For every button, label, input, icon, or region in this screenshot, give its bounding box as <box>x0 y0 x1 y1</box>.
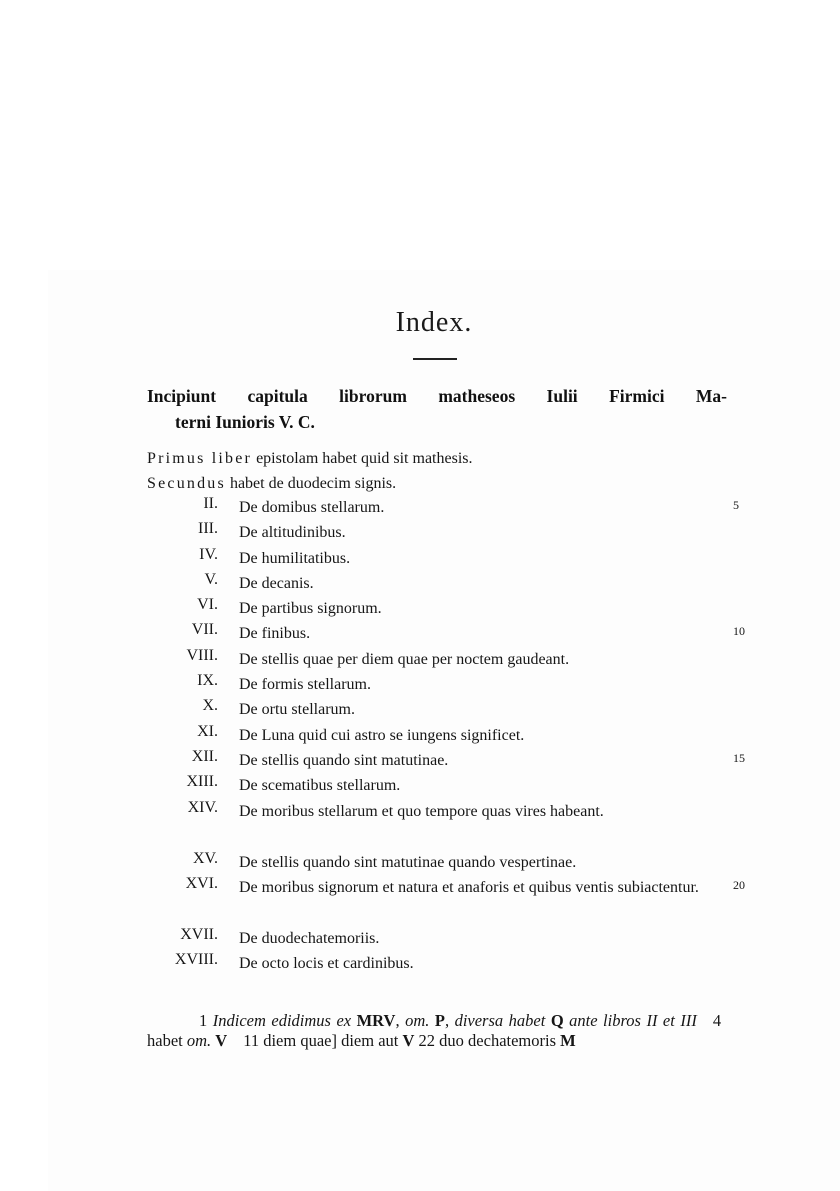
line-number: 5 <box>733 498 739 512</box>
chapter-row <box>147 723 747 748</box>
chapter-number: X. <box>202 697 218 715</box>
chapter-row <box>147 926 747 951</box>
chapter-number: XIV. <box>187 798 218 816</box>
note-text: ante libros II et III <box>569 1011 697 1030</box>
manuscript-siglum: Q <box>550 1011 564 1030</box>
chapter-title: De altitudinibus. <box>239 524 346 542</box>
chapter-number: XVI. <box>185 874 218 892</box>
chapter-title: De domibus stellarum. <box>239 499 385 516</box>
chapter-number: III. <box>198 520 218 538</box>
chapter-number: XVII. <box>180 925 218 943</box>
chapter-title: De humilitatibus. <box>239 549 351 567</box>
chapter-title: De stellis quando sint matutinae. <box>239 751 449 769</box>
intro-rest: habet de duodecim signis. <box>225 475 397 492</box>
chapter-number: IX. <box>197 672 218 690</box>
intro-rest: epistolam habet quid sit mathesis. <box>252 450 473 467</box>
manuscript-siglum: V <box>215 1031 228 1050</box>
chapter-title: De duodechatemoriis. <box>239 929 380 947</box>
chapter-title: De ortu stellarum. <box>239 701 355 719</box>
chapter-number: XII. <box>191 747 218 765</box>
intro-line-1 <box>147 446 737 471</box>
chapter-row <box>147 748 747 773</box>
chapter-number: IV. <box>199 545 218 563</box>
note-text: diversa habet <box>454 1011 546 1030</box>
chapter-row <box>147 647 747 672</box>
line-number: 10 <box>733 624 745 639</box>
chapter-title: De Luna quid cui astro se iungens significet. <box>239 726 525 744</box>
chapter-row <box>147 520 747 545</box>
chapter-number: V. <box>204 570 218 588</box>
critical-apparatus: 1 Indicem edidimus ex MRV, om. P, diversa habet Q ante libros II et III 4 habet om. V 11 diem quae] diem aut V 22 duo dechatemoris M <box>147 1011 722 1050</box>
chapter-number: VII. <box>191 621 218 639</box>
intro-lines <box>147 446 737 496</box>
note-text: om. <box>405 1011 430 1030</box>
chapter-row <box>147 850 747 875</box>
heading-line-2: terni Iunioris V. C. <box>175 412 315 432</box>
chapter-row <box>147 571 747 596</box>
heading-line-1: Incipiunt capitula librorum matheseos Iulii Firmici Ma- <box>147 386 727 406</box>
chapter-row <box>147 697 747 722</box>
line-number: 15 <box>733 750 745 765</box>
note-text: 11 diem quae] diem aut <box>243 1031 399 1050</box>
chapter-title: De stellis quando sint matutinae quando vespertinae. <box>239 853 577 871</box>
chapter-row <box>147 621 747 646</box>
chapter-row <box>147 495 747 520</box>
chapter-number: II. <box>203 495 218 512</box>
chapter-row <box>147 672 747 697</box>
chapter-number: XIII. <box>186 773 218 791</box>
manuscript-siglum: V <box>402 1031 415 1050</box>
chapter-title: De octo locis et cardinibus. <box>239 955 414 973</box>
chapter-title: De moribus stellarum et quo tempore quas vires habeant. <box>239 802 604 820</box>
section-heading <box>147 383 727 435</box>
chapter-list <box>147 495 747 976</box>
note-text: 22 duo dechatemoris <box>418 1031 557 1050</box>
chapter-title: De scematibus stellarum. <box>239 777 401 795</box>
note-text: Indicem edidimus ex <box>212 1011 352 1030</box>
manuscript-siglum: P <box>434 1011 445 1030</box>
manuscript-siglum: MRV <box>356 1011 396 1030</box>
chapter-row <box>147 546 747 571</box>
intro-line-2 <box>147 471 737 496</box>
chapter-number: VI. <box>197 596 218 614</box>
note-text: om. <box>186 1031 212 1050</box>
chapter-title: De partibus signorum. <box>239 600 382 618</box>
chapter-number: XVIII. <box>174 951 218 969</box>
note-number: 1 <box>199 1011 208 1030</box>
chapter-title: De finibus. <box>239 625 311 643</box>
chapter-row <box>147 951 747 976</box>
chapter-number: XV. <box>192 849 218 867</box>
chapter-number: VIII. <box>186 646 218 664</box>
chapter-row <box>147 799 747 850</box>
line-number: 20 <box>733 877 745 892</box>
chapter-row <box>147 596 747 621</box>
manuscript-siglum: M <box>560 1031 576 1050</box>
chapter-number: XI. <box>197 722 218 740</box>
note-text: 4 habet <box>147 1011 722 1050</box>
title-rule <box>413 358 457 360</box>
page-title: Index. <box>395 307 473 338</box>
intro-lead: Primus liber <box>147 450 253 467</box>
chapter-title: De decanis. <box>239 574 314 592</box>
chapter-title: De formis stellarum. <box>239 676 371 694</box>
chapter-row <box>147 773 747 798</box>
chapter-title: De moribus signorum et natura et anaforis et quibus ventis subiactentur. <box>239 878 699 896</box>
intro-lead: Secundus <box>147 475 226 492</box>
chapter-row <box>147 875 747 926</box>
chapter-title: De stellis quae per diem quae per noctem gaudeant. <box>239 650 570 668</box>
